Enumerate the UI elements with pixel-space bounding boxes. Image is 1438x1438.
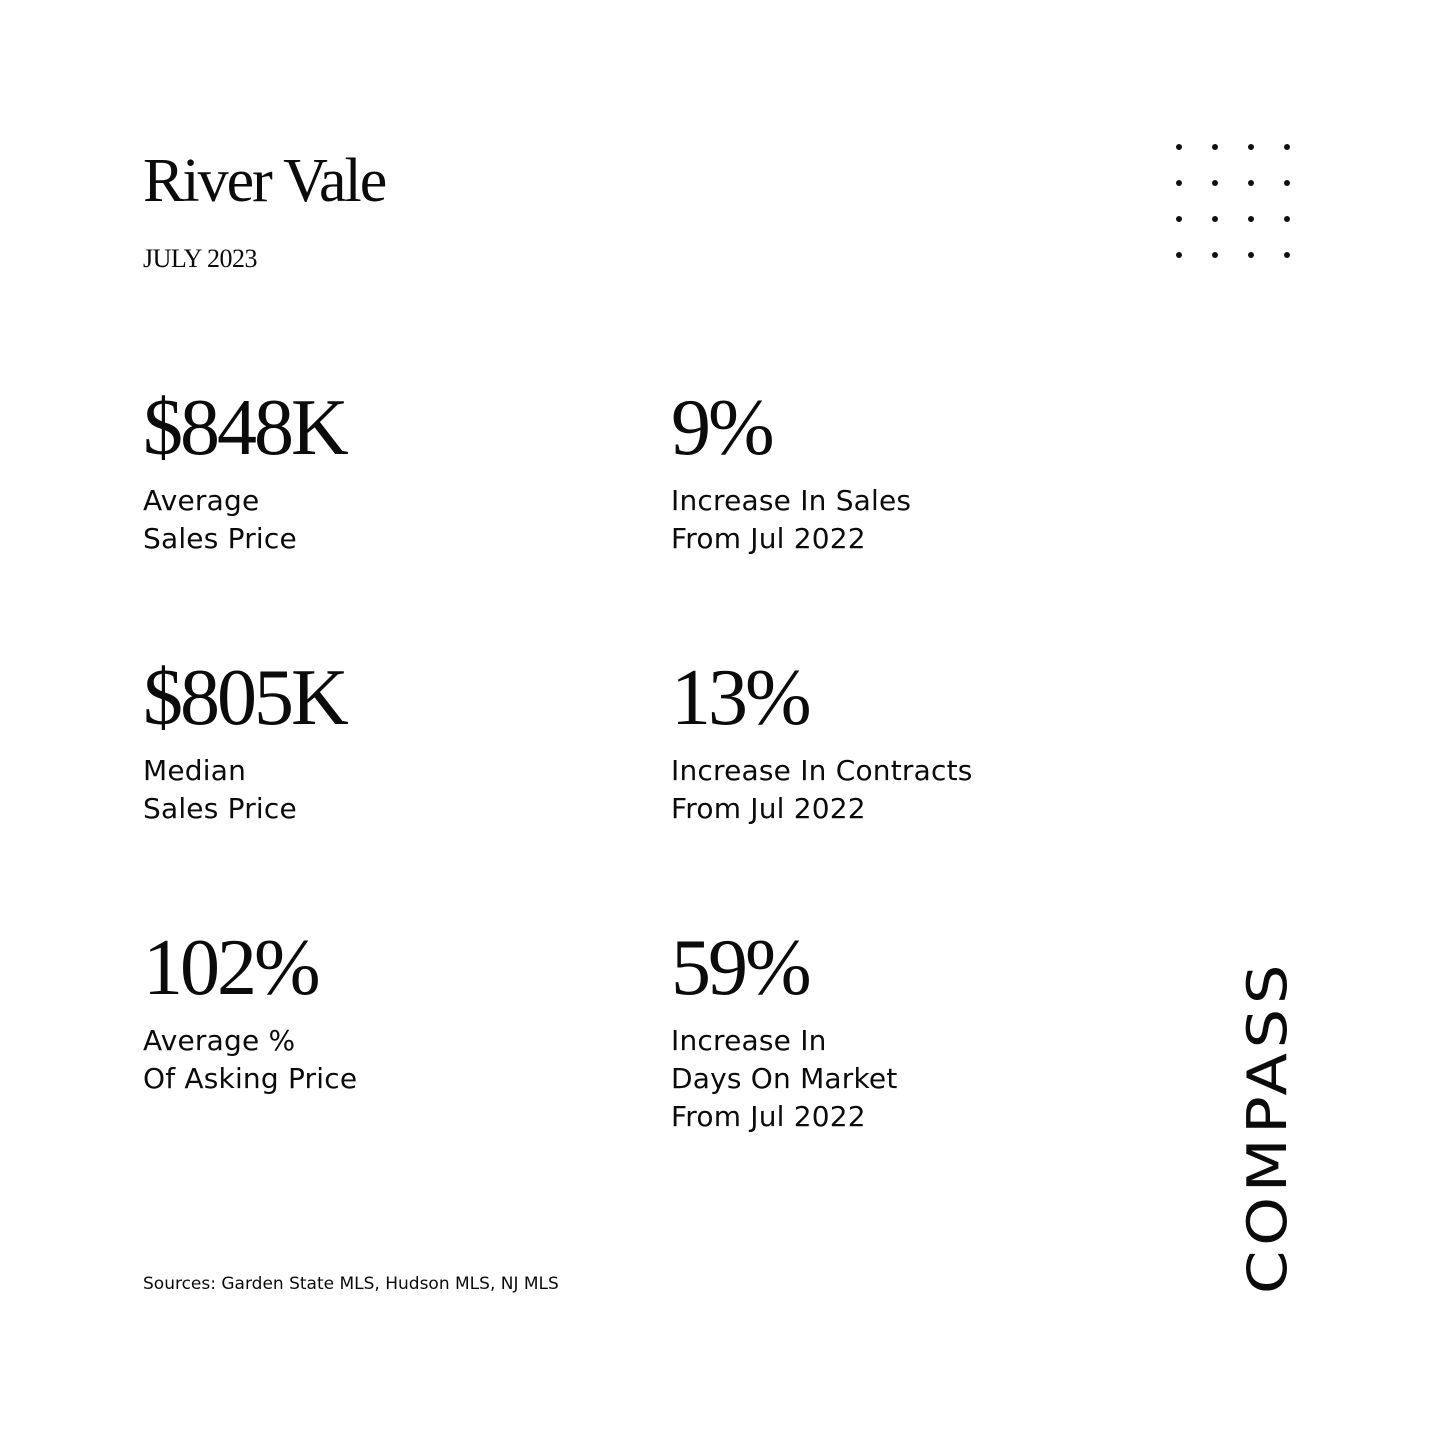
stat-value: $848K <box>143 384 346 472</box>
dot-grid-icon <box>1176 144 1298 266</box>
dot <box>1176 216 1182 222</box>
stat-value: 13% <box>671 654 809 742</box>
stat-label: Average Sales Price <box>143 484 297 555</box>
stat-increase-in-sales <box>671 384 912 558</box>
dot <box>1248 180 1254 186</box>
dot <box>1284 216 1290 222</box>
stat-value: $805K <box>143 654 346 742</box>
stat-label: Increase In Days On Market From Jul 2022 <box>671 1024 898 1133</box>
dot <box>1284 144 1290 150</box>
stat-increase-days-on-market <box>671 924 898 1136</box>
dot <box>1284 180 1290 186</box>
dot <box>1248 216 1254 222</box>
report-date: JULY 2023 <box>143 244 257 273</box>
stat-average-sales-price <box>143 384 346 558</box>
dot <box>1176 180 1182 186</box>
dot <box>1248 252 1254 258</box>
stat-average-asking-price <box>143 924 358 1098</box>
stat-value: 9% <box>671 384 772 472</box>
dot <box>1212 216 1218 222</box>
logo-text: COMPASS <box>1236 1004 1299 1294</box>
stat-label: Average % Of Asking Price <box>143 1024 358 1095</box>
stat-increase-in-contracts <box>671 654 973 828</box>
dot <box>1176 144 1182 150</box>
dot <box>1212 180 1218 186</box>
dot <box>1212 144 1218 150</box>
dot <box>1248 144 1254 150</box>
stat-median-sales-price <box>143 654 346 828</box>
stat-label: Increase In Sales From Jul 2022 <box>671 484 912 555</box>
stat-label: Median Sales Price <box>143 754 297 825</box>
dot <box>1212 252 1218 258</box>
sources-note: Sources: Garden State MLS, Hudson MLS, NJ MLS <box>143 1274 559 1294</box>
stat-label: Increase In Contracts From Jul 2022 <box>671 754 973 825</box>
stat-value: 102% <box>143 924 318 1012</box>
dot <box>1284 252 1290 258</box>
compass-logo <box>1236 958 1299 1294</box>
stat-value: 59% <box>671 924 809 1012</box>
dot <box>1176 252 1182 258</box>
page-title: River Vale <box>143 147 386 215</box>
